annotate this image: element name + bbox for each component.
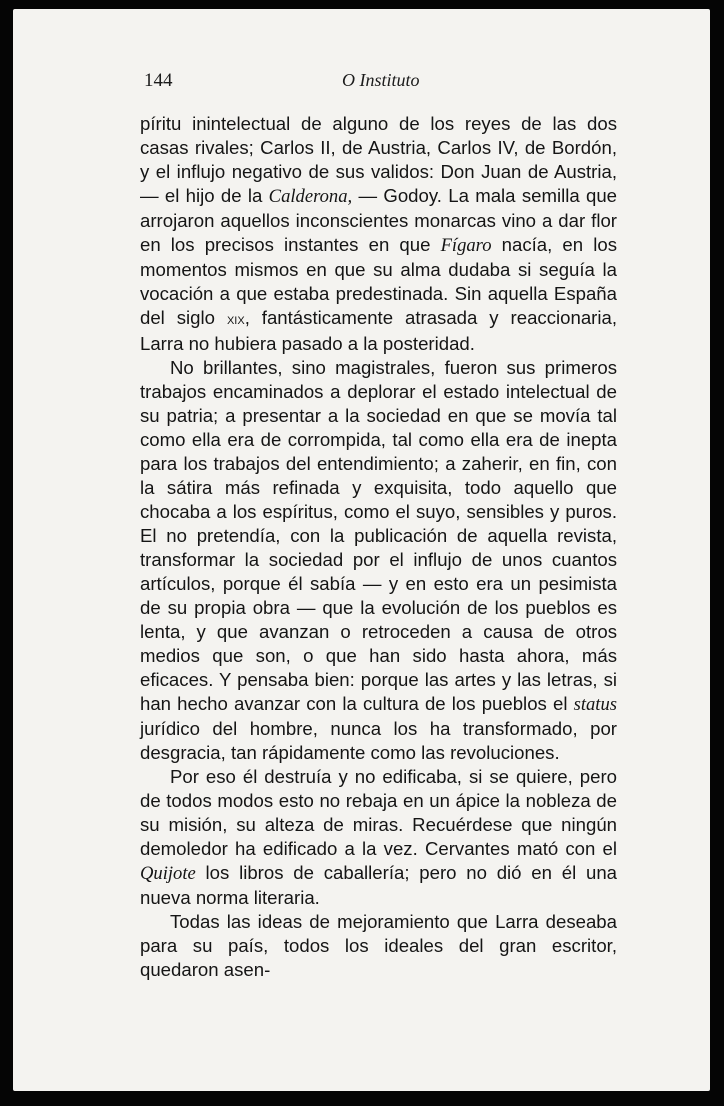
- text-segment: nacía, en los momentos mismos en que su alma dudaba si seguía la vocación a que estaba predestinada. Sin aquella España del siglo: [140, 234, 618, 328]
- paragraph: [140, 765, 617, 910]
- text-segment: los libros de caballería; pero no dió en él una nueva norma literaria.: [140, 862, 617, 908]
- text-segment: — Godoy. La mala semilla que arrojaron aquellos inconscientes monarcas vino a dar flor en los precisos instantes en que: [140, 185, 617, 255]
- page-number: 144: [144, 70, 173, 91]
- text-segment: Todas las ideas de mejoramiento que Larra deseaba para su país, todos los ideales del gran escritor, quedaron asen-: [140, 911, 617, 980]
- paragraph: [140, 112, 617, 356]
- text-segment: Por eso él destruía y no edificaba, si se quiere, pero de todos modos esto no rebaja en un ápice la nobleza de su misión, su alteza de miras. Recuérdese que ningún demoledor ha edificado a la vez. Cervantes mató con el: [140, 766, 617, 859]
- text-segment: píritu inintelectual de alguno de los reyes de las dos casas rivales; Carlos II, de Austria, Carlos IV, de Bordón, y el influjo negativo de sus validos: Don Juan de Austria, — el hijo de la: [140, 113, 617, 206]
- smallcaps-text: xix: [226, 311, 245, 328]
- italic-text: Fígaro: [440, 235, 492, 256]
- paragraph: [140, 910, 617, 982]
- italic-text: Quijote: [140, 863, 196, 884]
- text-segment: , fantásticamente atrasada y reaccionaria, Larra no hubiera pasado a la posteridad.: [140, 307, 618, 354]
- text-segment: jurídico del hombre, nunca los ha transformado, por desgracia, tan rápidamente como las revoluciones.: [140, 718, 617, 763]
- paragraph: [140, 356, 617, 765]
- page-header: [144, 70, 614, 96]
- running-title: O Instituto: [342, 70, 420, 90]
- italic-text: status: [573, 694, 617, 715]
- italic-text: Calderona,: [268, 186, 353, 207]
- text-segment: No brillantes, sino magistrales, fueron sus primeros trabajos encaminados a deplorar el estado intelectual de su patria; a presentar a la sociedad en que se movía tal como ella era de corrompida, tal como ella era de inepta para los trabajos del entendimiento; a zaherir, en fin, con la sátira más refinada y exquisita, todo aquello que chocaba a los espíritus, como el suyo, sensibles y puros. El no pretendía, con la publicación de aquella revista, transformar la sociedad por el influjo de unos cuantos artículos, porque él sabía — y en esto era un pesimista de su propia obra — que la evolución de los pueblos es lenta, y que avanzan o retroceden a causa de otros medios que son, o que han sido hasta ahora, más eficaces. Y pensaba bien: porque las artes y las letras, si han hecho avanzar con la cultura de los pueblos el: [140, 357, 617, 714]
- body-text: [140, 112, 617, 982]
